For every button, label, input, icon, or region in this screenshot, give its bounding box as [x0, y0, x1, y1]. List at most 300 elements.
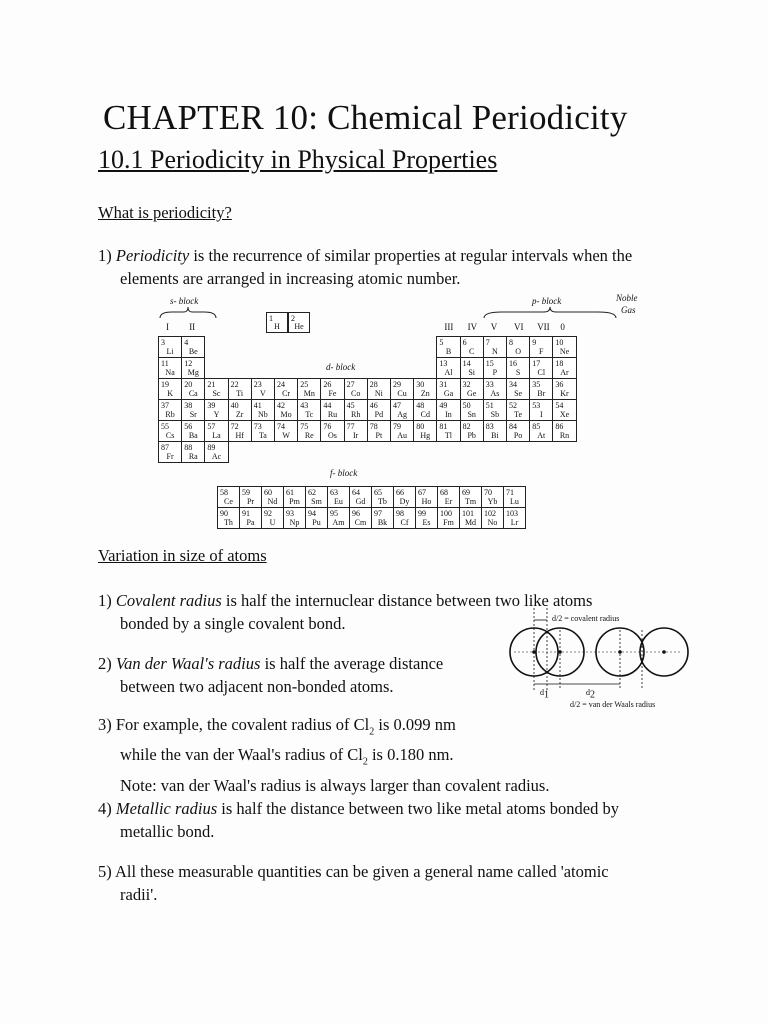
- element-symbol: Tb: [378, 497, 387, 506]
- element-cell-cu: [390, 378, 414, 400]
- element-cell-fe: [320, 378, 344, 400]
- element-symbol: Sm: [311, 497, 322, 506]
- element-cell-au: [390, 420, 414, 442]
- element-cell-ir: [344, 420, 368, 442]
- atomic-number: 57: [207, 422, 216, 431]
- element-symbol: K: [167, 389, 173, 398]
- element-cell-ar: [552, 357, 576, 379]
- element-symbol: Li: [166, 347, 174, 356]
- element-cell-at: [529, 420, 553, 442]
- element-symbol: Gd: [355, 497, 366, 506]
- atomic-number: 42: [277, 401, 285, 410]
- element-symbol: Au: [397, 431, 407, 440]
- element-cell-fr: [158, 441, 182, 463]
- element-cell-sm: [305, 486, 328, 508]
- element-symbol: No: [487, 518, 498, 527]
- element-cell-ru: [320, 399, 344, 421]
- atomic-number: 67: [418, 488, 426, 497]
- element-cell-u: [261, 507, 284, 529]
- element-cell-bi: [483, 420, 507, 442]
- atomic-number: 43: [300, 401, 309, 410]
- atomic-number: 25: [300, 380, 309, 389]
- element-symbol: Cr: [282, 389, 291, 398]
- heading-what-is-periodicity: What is periodicity?: [98, 203, 232, 222]
- element-symbol: Sc: [212, 389, 221, 398]
- atomic-number: 16: [509, 359, 517, 368]
- element-symbol: Zn: [420, 389, 430, 398]
- element-cell-c: [460, 336, 484, 358]
- element-cell-se: [506, 378, 530, 400]
- atomic-number: 30: [416, 380, 425, 389]
- element-symbol: Cs: [165, 431, 175, 440]
- atomic-number: 10: [555, 338, 564, 347]
- element-symbol: Rh: [351, 410, 361, 419]
- element-cell-pr: [239, 486, 262, 508]
- element-cell-o: [506, 336, 530, 358]
- element-symbol: Np: [289, 518, 300, 527]
- element-symbol: Cd: [420, 410, 430, 419]
- element-symbol: Lu: [510, 497, 519, 506]
- element-symbol: Hf: [235, 431, 244, 440]
- element-symbol: Nb: [258, 410, 268, 419]
- element-symbol: Pb: [467, 431, 476, 440]
- element-cell-tm: [459, 486, 482, 508]
- element-symbol: U: [269, 518, 276, 527]
- atomic-number: 90: [220, 509, 228, 518]
- atomic-number: 26: [323, 380, 332, 389]
- atomic-number: 38: [184, 401, 193, 410]
- atomic-number: 27: [346, 380, 355, 389]
- d1-label: $d_1$: [540, 688, 549, 701]
- element-symbol: Er: [444, 497, 453, 506]
- paragraph-atomic-radii: 5) All these measurable quantities can be given a general name called 'atomic radii'.: [98, 862, 609, 904]
- element-cell-es: [415, 507, 438, 529]
- atomic-number: 6: [462, 338, 467, 347]
- radius-diagram: [500, 600, 690, 715]
- atomic-number: 75: [300, 422, 309, 431]
- element-symbol: At: [537, 431, 546, 440]
- element-cell-er: [437, 486, 460, 508]
- group-label: I: [166, 322, 169, 332]
- element-symbol: S: [515, 368, 521, 377]
- atomic-number: 12: [184, 359, 193, 368]
- element-cell-ce: [217, 486, 240, 508]
- atomic-number: 68: [440, 488, 448, 497]
- atomic-number: 64: [352, 488, 360, 497]
- atomic-number: 5: [439, 338, 444, 347]
- paragraph-vdw-radius: 2) Van der Waal's radius is half the average distance between two adjacent non-bonded atoms.: [98, 654, 444, 696]
- element-symbol: Lr: [510, 518, 519, 527]
- noble-label: Noble: [616, 293, 638, 303]
- atomic-number: 78: [369, 422, 378, 431]
- element-symbol: Rn: [559, 431, 570, 440]
- element-cell-rb: [158, 399, 182, 421]
- atomic-number: 52: [509, 401, 517, 410]
- atomic-number: 48: [416, 401, 425, 410]
- vdw-radius-label: d/2 = van der Waals radius: [570, 700, 656, 709]
- atomic-number: 101: [462, 509, 474, 518]
- element-cell-lu: [503, 486, 526, 508]
- element-symbol: Bi: [491, 431, 499, 440]
- element-symbol: Ti: [236, 389, 244, 398]
- atomic-number: 61: [286, 488, 294, 497]
- atomic-number: 50: [462, 401, 471, 410]
- element-symbol: Tl: [444, 431, 453, 440]
- atomic-number: 11: [161, 359, 169, 368]
- element-symbol: Na: [165, 368, 175, 377]
- element-symbol: Ac: [211, 452, 222, 461]
- element-symbol: Cf: [400, 518, 409, 527]
- element-cell-ti: [228, 378, 252, 400]
- group-label: V: [490, 322, 498, 332]
- atomic-number: 34: [509, 380, 517, 389]
- atomic-number: 23: [253, 380, 262, 389]
- atomic-number: 70: [484, 488, 492, 497]
- element-cell-fm: [437, 507, 460, 529]
- element-cell-ac: [204, 441, 228, 463]
- element-cell-ag: [390, 399, 414, 421]
- element-symbol: Rb: [165, 410, 175, 419]
- section-title: 10.1 Periodicity in Physical Properties: [98, 145, 498, 174]
- atomic-number: 76: [323, 422, 332, 431]
- element-symbol: N: [492, 347, 498, 356]
- atomic-number: 44: [323, 401, 332, 410]
- element-cell-ge: [460, 378, 484, 400]
- element-cell-w: [274, 420, 298, 442]
- atomic-number: 92: [264, 509, 272, 518]
- element-cell-rn: [552, 420, 576, 442]
- atomic-number: 54: [555, 401, 564, 410]
- atomic-number: 8: [509, 338, 513, 347]
- element-cell-li: [158, 336, 182, 358]
- atomic-number: 7: [485, 338, 490, 347]
- group-label: VI: [514, 322, 524, 332]
- atomic-number: 33: [485, 380, 494, 389]
- element-symbol: Si: [468, 368, 476, 377]
- element-symbol: Ni: [374, 389, 383, 398]
- atomic-number: 1: [269, 314, 273, 323]
- element-symbol: Ba: [188, 431, 198, 440]
- atomic-number: 51: [485, 401, 494, 410]
- element-cell-mo: [274, 399, 298, 421]
- element-symbol: Mg: [187, 368, 199, 377]
- element-symbol: F: [539, 347, 544, 356]
- element-cell-be: [181, 336, 205, 358]
- element-cell-dy: [393, 486, 416, 508]
- atomic-number: 96: [352, 509, 360, 518]
- element-cell-xe: [552, 399, 576, 421]
- element-cell-b: [436, 336, 460, 358]
- group-label: VII: [537, 322, 550, 332]
- element-cell-cm: [349, 507, 372, 529]
- element-cell-cf: [393, 507, 416, 529]
- element-symbol: Po: [513, 431, 523, 440]
- element-symbol: Pd: [374, 410, 384, 419]
- element-cell-br: [529, 378, 553, 400]
- element-symbol: Fe: [328, 389, 337, 398]
- element-cell-pt: [367, 420, 391, 442]
- element-cell-lr: [503, 507, 526, 529]
- element-cell-sc: [204, 378, 228, 400]
- element-symbol: B: [445, 347, 452, 356]
- element-symbol: Yb: [487, 497, 498, 506]
- element-symbol: Nd: [267, 497, 278, 506]
- atomic-number: 39: [207, 401, 216, 410]
- atomic-number: 100: [440, 509, 452, 518]
- atomic-number: 14: [462, 359, 471, 368]
- atomic-number: 102: [484, 509, 496, 518]
- element-symbol: Co: [351, 389, 361, 398]
- atomic-number: 97: [374, 509, 382, 518]
- atomic-number: 9: [532, 338, 537, 347]
- element-symbol: Mn: [303, 389, 315, 398]
- atomic-number: 56: [184, 422, 193, 431]
- atomic-number: 18: [555, 359, 564, 368]
- atomic-number: 32: [462, 380, 471, 389]
- element-symbol: Be: [188, 347, 198, 356]
- element-cell-no: [481, 507, 504, 529]
- element-symbol: Pm: [289, 497, 300, 506]
- element-symbol: W: [282, 431, 290, 440]
- atomic-number: 69: [462, 488, 470, 497]
- element-cell-h: [266, 312, 288, 333]
- atomic-number: 2: [291, 314, 295, 323]
- element-cell-pu: [305, 507, 328, 529]
- atomic-number: 63: [330, 488, 338, 497]
- element-cell-gd: [349, 486, 372, 508]
- element-symbol: Ca: [188, 389, 198, 398]
- element-cell-sn: [460, 399, 484, 421]
- element-symbol: Br: [537, 389, 546, 398]
- gas-label: Gas: [621, 305, 636, 315]
- element-cell-bk: [371, 507, 394, 529]
- atomic-number: 71: [506, 488, 514, 497]
- element-cell-k: [158, 378, 182, 400]
- element-symbol: H: [274, 322, 280, 331]
- atomic-number: 86: [555, 422, 564, 431]
- element-cell-tb: [371, 486, 394, 508]
- element-cell-ho: [415, 486, 438, 508]
- element-symbol: Sb: [490, 410, 500, 419]
- atomic-number: 40: [230, 401, 239, 410]
- element-symbol: Cl: [537, 368, 546, 377]
- element-symbol: In: [445, 410, 452, 419]
- atomic-number: 31: [439, 380, 448, 389]
- element-cell-f: [529, 336, 553, 358]
- element-symbol: Ir: [353, 431, 359, 440]
- element-symbol: Pr: [246, 497, 255, 506]
- element-cell-s: [506, 357, 530, 379]
- element-cell-ca: [181, 378, 205, 400]
- group-label: III: [444, 322, 454, 332]
- element-cell-md: [459, 507, 482, 529]
- element-symbol: Y: [213, 410, 220, 419]
- atomic-number: 4: [184, 338, 189, 347]
- element-cell-re: [297, 420, 321, 442]
- atomic-number: 47: [393, 401, 401, 410]
- element-symbol: Ag: [397, 410, 407, 419]
- element-cell-y: [204, 399, 228, 421]
- element-cell-po: [506, 420, 530, 442]
- atomic-number: 94: [308, 509, 316, 518]
- element-cell-cl: [529, 357, 553, 379]
- element-cell-eu: [327, 486, 350, 508]
- atomic-number: 20: [184, 380, 193, 389]
- element-symbol: I: [539, 410, 543, 419]
- covalent-radius-label: d/2 = covalent radius: [552, 614, 620, 623]
- element-cell-v: [251, 378, 275, 400]
- element-symbol: Os: [328, 431, 337, 440]
- element-symbol: P: [492, 368, 498, 377]
- element-cell-mn: [297, 378, 321, 400]
- element-cell-pa: [239, 507, 262, 529]
- element-cell-am: [327, 507, 350, 529]
- element-cell-cd: [413, 399, 437, 421]
- element-cell-al: [436, 357, 460, 379]
- element-symbol: Ru: [327, 410, 338, 419]
- atomic-number: 66: [396, 488, 404, 497]
- element-symbol: Pt: [375, 431, 383, 440]
- atomic-number: 49: [439, 401, 448, 410]
- element-symbol: Th: [224, 518, 233, 527]
- atomic-number: 59: [242, 488, 250, 497]
- paragraph-metallic-radius: 4) Metallic radius is half the distance between two like metal atoms bonded by metallic bond.: [98, 799, 620, 841]
- atomic-number: 41: [253, 401, 262, 410]
- s-block-label: s- block: [170, 296, 199, 306]
- element-cell-hg: [413, 420, 437, 442]
- s-block-brace: [158, 306, 218, 320]
- d-block-label: d- block: [326, 362, 356, 372]
- element-cell-ga: [436, 378, 460, 400]
- element-cell-nb: [251, 399, 275, 421]
- atomic-number: 95: [330, 509, 338, 518]
- element-cell-in: [436, 399, 460, 421]
- d2-label: $d_2$: [586, 688, 595, 701]
- atomic-number: 84: [509, 422, 517, 431]
- paragraph-covalent-radius: 1) Covalent radius is half the internuclear distance between two like atoms bonded by a single covalent bond.: [98, 591, 593, 633]
- atomic-number: 53: [532, 401, 541, 410]
- atomic-number: 22: [230, 380, 239, 389]
- atomic-number: 83: [485, 422, 494, 431]
- element-cell-hf: [228, 420, 252, 442]
- atomic-number: 13: [439, 359, 448, 368]
- element-cell-th: [217, 507, 240, 529]
- atomic-number: 60: [264, 488, 272, 497]
- atomic-number: 72: [230, 422, 239, 431]
- element-symbol: Sr: [189, 410, 197, 419]
- element-symbol: Tc: [305, 410, 314, 419]
- element-cell-co: [344, 378, 368, 400]
- element-symbol: Fr: [166, 452, 174, 461]
- element-cell-np: [283, 507, 306, 529]
- element-symbol: Cm: [354, 518, 367, 527]
- element-cell-nd: [261, 486, 284, 508]
- element-symbol: Ar: [560, 368, 569, 377]
- element-symbol: Ge: [467, 389, 477, 398]
- element-symbol: Ce: [224, 497, 233, 506]
- atomic-number: 82: [462, 422, 471, 431]
- atomic-number: 28: [369, 380, 378, 389]
- element-cell-ba: [181, 420, 205, 442]
- atomic-number: 36: [555, 380, 564, 389]
- atomic-number: 37: [161, 401, 169, 410]
- atomic-number: 65: [374, 488, 382, 497]
- element-cell-na: [158, 357, 182, 379]
- group-label: 0: [560, 322, 565, 332]
- element-cell-sr: [181, 399, 205, 421]
- element-symbol: Es: [422, 518, 431, 527]
- element-symbol: Al: [444, 368, 453, 377]
- element-cell-pm: [283, 486, 306, 508]
- element-symbol: La: [212, 431, 221, 440]
- group-label: II: [189, 322, 196, 332]
- element-cell-kr: [552, 378, 576, 400]
- element-symbol: O: [515, 347, 521, 356]
- atomic-number: 88: [184, 443, 193, 452]
- paragraph-example: 3) For example, the covalent radius of $Cl_2$ is 0.099 nm while the van der Waal's radius of $Cl_2$ is 0.180 nm. Note: van der Waal's radius is always larger than covalent radius.: [98, 715, 550, 795]
- element-cell-si: [460, 357, 484, 379]
- p-block-brace: [482, 306, 618, 320]
- element-cell-yb: [481, 486, 504, 508]
- element-cell-zr: [228, 399, 252, 421]
- element-symbol: Eu: [334, 497, 343, 506]
- element-symbol: Kr: [560, 389, 569, 398]
- element-symbol: Fm: [443, 518, 454, 527]
- atomic-number: 17: [532, 359, 541, 368]
- p-block-label: p- block: [532, 296, 562, 306]
- element-cell-la: [204, 420, 228, 442]
- element-symbol: Re: [304, 431, 314, 440]
- atomic-number: 85: [532, 422, 541, 431]
- element-cell-ra: [181, 441, 205, 463]
- atomic-number: 21: [207, 380, 216, 389]
- element-symbol: As: [490, 389, 500, 398]
- element-symbol: Te: [514, 410, 523, 419]
- atomic-number: 19: [161, 380, 169, 389]
- atomic-number: 73: [253, 422, 262, 431]
- atomic-number: 91: [242, 509, 250, 518]
- atomic-number: 98: [396, 509, 404, 518]
- element-symbol: Zr: [235, 410, 244, 419]
- element-cell-te: [506, 399, 530, 421]
- atomic-number: 24: [277, 380, 285, 389]
- element-symbol: Am: [332, 518, 345, 527]
- atomic-number: 99: [418, 509, 426, 518]
- atomic-number: 46: [369, 401, 378, 410]
- element-cell-ne: [552, 336, 576, 358]
- atomic-number: 29: [393, 380, 401, 389]
- element-cell-p: [483, 357, 507, 379]
- element-symbol: He: [294, 322, 304, 331]
- element-cell-pd: [367, 399, 391, 421]
- element-cell-zn: [413, 378, 437, 400]
- atomic-number: 15: [485, 359, 494, 368]
- element-symbol: Cu: [397, 389, 407, 398]
- atomic-number: 77: [346, 422, 355, 431]
- element-symbol: Xe: [559, 410, 570, 419]
- element-symbol: Ho: [421, 497, 432, 506]
- element-cell-as: [483, 378, 507, 400]
- chapter-title: CHAPTER 10: Chemical Periodicity: [103, 98, 628, 137]
- atomic-number: 55: [161, 422, 169, 431]
- element-symbol: Sn: [467, 410, 476, 419]
- element-symbol: Hg: [420, 431, 431, 440]
- atomic-number: 74: [277, 422, 285, 431]
- element-cell-cr: [274, 378, 298, 400]
- element-symbol: C: [469, 347, 475, 356]
- element-cell-i: [529, 399, 553, 421]
- element-symbol: Mo: [280, 410, 292, 419]
